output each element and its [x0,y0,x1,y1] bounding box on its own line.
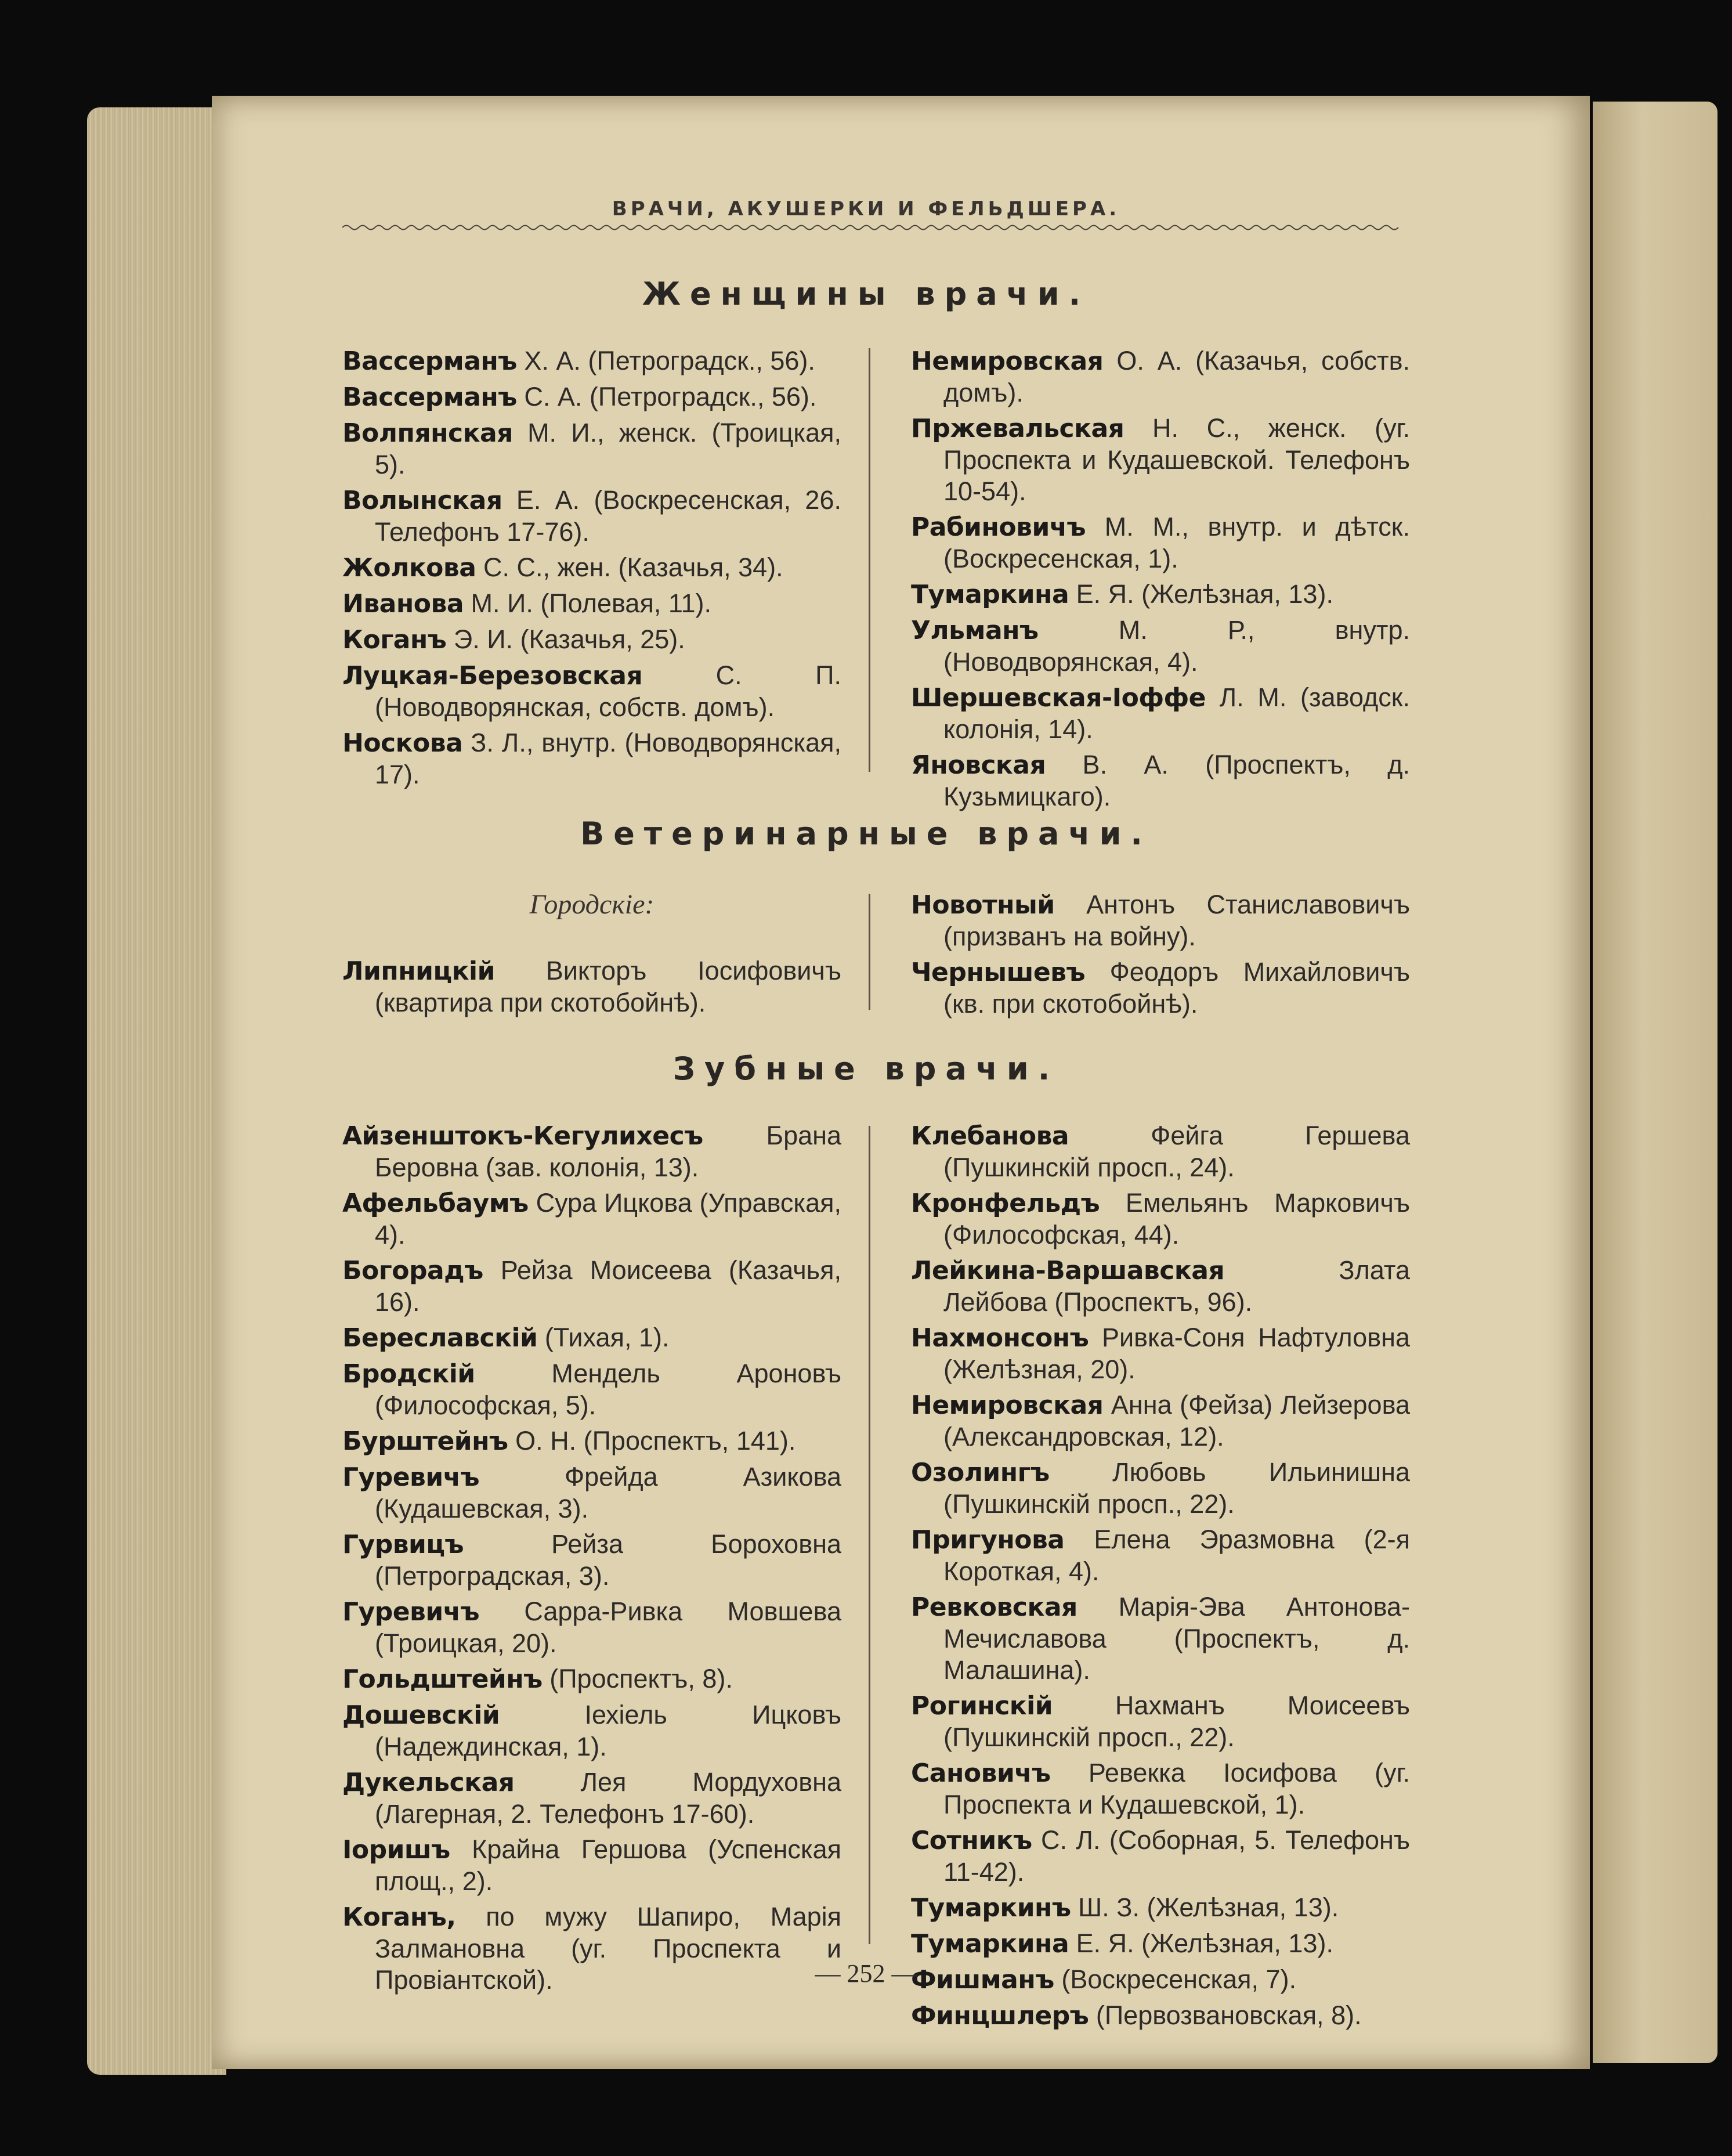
entry-details: Фрейда Азикова (Кудашевская, 3). [375,1462,841,1523]
entry-details: (Воскресенская, 7). [1054,1964,1297,1994]
veterinary-left-column [342,889,841,1023]
entry-details: С. А. (Петроградск., 56). [516,382,817,411]
entry-name: Луцкая-Березовская [342,661,643,691]
directory-entry [342,417,841,481]
entry-name: Коганъ [342,625,447,655]
entry-name: Волынская [342,486,502,515]
entry-details: Фейга Гершева (Пушкинскій просп., 24). [943,1121,1410,1182]
directory-entry [911,1187,1410,1251]
entry-details: Ш. З. (Желѣзная, 13). [1071,1893,1339,1922]
directory-entry [342,1663,841,1695]
directory-entry [911,615,1410,678]
entry-details: Рейза Бороховна (Петроградская, 3). [375,1529,841,1591]
entry-details: Любовь Ильинишна (Пушкинскій просп., 22). [943,1457,1410,1519]
entry-details: Викторъ Іосифовичъ (квартира при скотобойнѣ). [375,956,841,1017]
wavy-rule [342,223,1404,232]
entry-name: Яновская [911,750,1046,780]
entry-name: Кронфельдъ [911,1189,1100,1218]
entry-details: Емельянъ Марковичъ (Философская, 44). [943,1188,1410,1249]
directory-entry [911,1322,1410,1385]
entry-name: Береславскій [342,1323,538,1353]
entry-details: О. Н. (Проспектъ, 141). [508,1426,796,1456]
entry-details: М. М., внутр. и дѣтск. (Воскресенская, 1). [943,512,1410,573]
directory-entry [911,1757,1410,1821]
entry-name: Ульманъ [911,616,1039,645]
entry-name: Айзенштокъ-Кегулихесъ [342,1121,703,1151]
directory-entry [342,381,841,413]
entry-details: Э. И. (Казачья, 25). [446,624,685,654]
directory-entry [342,727,841,790]
entry-details: С. П. (Новодворянская, собств. домъ). [375,660,841,722]
entry-details: С. Л. (Соборная, 5. Телефонъ 11-42). [943,1825,1410,1887]
section-title-women-doctors: Женщины врачи. [642,276,1090,312]
directory-entry [342,345,841,377]
directory-entry [911,345,1410,409]
directory-entry [342,1699,841,1763]
entry-details: Х. А. (Петроградск., 56). [516,346,815,375]
dentists-left-column [342,1120,841,2000]
entry-name: Вассерманъ [342,346,517,376]
entry-name: Носкова [342,728,463,758]
entry-details: Злата Лейбова (Проспектъ, 96). [943,1255,1410,1317]
entry-name: Тумаркина [911,1929,1069,1959]
entry-name: Сотникъ [911,1826,1032,1855]
entry-details: З. Л., внутр. (Новодворянская, 17). [375,728,841,789]
column-divider [869,348,870,772]
entry-name: Рабиновичъ [911,512,1086,542]
entry-details: Брана Беровна (зав. колонія, 13). [375,1121,841,1182]
entry-details: С. С., жен. (Казачья, 34). [476,552,783,582]
veterinary-right-column [911,889,1410,1024]
women-doctors-right-column [911,345,1410,817]
entry-name: Рогинскій [911,1691,1053,1721]
directory-entry [911,749,1410,812]
directory-entry [911,1457,1410,1520]
directory-entry [342,660,841,723]
entry-name: Шершевская-Іоффе [911,683,1206,713]
directory-entry [342,955,841,1019]
directory-entry [342,1322,841,1354]
entry-details: Антонъ Станиславовичъ (призванъ на войну). [943,890,1410,951]
directory-entry [342,1461,841,1525]
directory-entry [911,956,1410,1020]
directory-entry [911,1892,1410,1924]
directory-entry [911,1690,1410,1753]
directory-entry [342,624,841,656]
directory-entry [911,579,1410,611]
directory-entry [911,1825,1410,1888]
entry-details: О. А. (Казачья, собств. домъ). [943,346,1410,407]
entry-details: Е. Я. (Желѣзная, 13). [1069,1929,1333,1958]
entry-name: Бурштейнъ [342,1427,508,1456]
entry-name: Богорадъ [342,1256,483,1285]
directory-entry [342,1596,841,1659]
directory-entry [342,1120,841,1183]
directory-entry [911,682,1410,745]
entry-name: Новотный [911,890,1055,920]
entry-details: Рейза Моисеева (Казачья, 16). [375,1255,841,1317]
directory-entry [342,552,841,584]
entry-name: Іоришъ [342,1835,450,1865]
entry-details: Сарра-Ривка Мовшева (Троицкая, 20). [375,1597,841,1658]
directory-entry [342,1767,841,1830]
directory-entry [342,1425,841,1457]
directory-entry [911,1120,1410,1183]
entry-name: Вассерманъ [342,382,517,412]
directory-entry [911,2000,1410,2032]
entry-details: Н. С., женск. (уг. Проспекта и Кудашевской. Телефонъ 10-54). [943,413,1410,506]
directory-entry [911,1255,1410,1318]
entry-name: Сановичъ [911,1758,1051,1788]
entry-details: М. И. (Полевая, 11). [464,588,712,618]
directory-entry [911,1524,1410,1587]
entry-name: Дошевскій [342,1700,500,1730]
directory-entry [911,413,1410,507]
entry-name: Чернышевъ [911,958,1086,987]
entry-details: Марія-Эва Антонова-Мечиславова (Проспектъ, д. Малашина). [943,1592,1410,1685]
entry-details: Іехіель Ицковъ (Надеждинская, 1). [375,1700,841,1761]
entry-details: (Тихая, 1). [537,1323,670,1352]
entry-details: Феодоръ Михайловичъ (кв. при скотобойнѣ). [943,957,1410,1019]
directory-entry [911,511,1410,575]
entry-details: (Проспектъ, 8). [542,1664,733,1693]
entry-name: Нахмонсонъ [911,1323,1089,1353]
entry-name: Гуревичъ [342,1597,480,1627]
entry-name: Тумаркинъ [911,1893,1071,1923]
entry-name: Пржевальская [911,414,1124,443]
entry-name: Фишманъ [911,1965,1054,1995]
entry-name: Пригунова [911,1525,1065,1555]
entry-name: Гольдштейнъ [342,1664,543,1694]
entry-details: Крайна Гершова (Успенская площ., 2). [375,1834,841,1896]
veterinary-subhead: Городскіе: [529,889,655,920]
entry-name: Афельбаумъ [342,1189,529,1218]
entry-name: Жолкова [342,553,476,583]
entry-name: Немировская [911,346,1104,376]
directory-entry [342,1834,841,1897]
entry-details: Елена Эразмовна (2-я Короткая, 4). [943,1525,1410,1586]
page-number: — 252 — [815,1959,917,1988]
column-divider [869,1126,870,1944]
entry-details: по мужу Шапиро, Марія Залмановна (уг. Проспекта и Провіантской). [375,1902,841,1995]
directory-entry [342,1187,841,1251]
entry-details: М. Р., внутр. (Новодворянская, 4). [943,615,1410,677]
entry-details: Лея Мордуховна (Лагерная, 2. Телефонъ 17-60). [375,1767,841,1829]
section-title-veterinary-doctors: Ветеринарные врачи. [580,815,1152,852]
entry-name: Дукельская [342,1768,515,1797]
directory-entry [342,588,841,620]
directory-entry [342,1529,841,1592]
entry-name: Липницкій [342,956,495,986]
directory-entry [911,1928,1410,1960]
entry-name: Гуревичъ [342,1462,480,1492]
entry-name: Немировская [911,1391,1104,1420]
entry-name: Волпянская [342,418,513,448]
directory-entry [911,1591,1410,1686]
entry-name: Коганъ, [342,1902,456,1932]
entry-name: Озолингъ [911,1458,1050,1487]
entry-name: Лейкина-Варшавская [911,1256,1225,1285]
directory-entry [342,1255,841,1318]
entry-details: Анна (Фейза) Лейзерова (Александровская, 12). [943,1390,1410,1451]
dentists-right-column [911,1120,1410,2036]
section-title-dentists: Зубные врачи. [672,1050,1060,1087]
entry-name: Тумаркина [911,580,1069,609]
entry-details: Мендель Ароновъ (Философская, 5). [375,1359,841,1420]
veterinary-left-list [342,955,841,1019]
directory-entry [911,1389,1410,1453]
entry-name: Ревковская [911,1592,1077,1622]
entry-details: Е. А. (Воскресенская, 26. Телефонъ 17-76). [375,485,841,547]
directory-entry [342,1358,841,1421]
entry-name: Гурвицъ [342,1530,464,1559]
entry-name: Бродскій [342,1359,475,1389]
directory-entry [911,889,1410,952]
book-page-edges [87,107,226,2075]
entry-details: Сура Ицкова (Управская, 4). [375,1188,841,1249]
column-divider [869,894,870,1010]
entry-details: В. А. (Проспектъ, д. Кузьмицкаго). [943,750,1410,811]
entry-details: Нахманъ Моисеевъ (Пушкинскій просп., 22). [943,1691,1410,1752]
women-doctors-left-column [342,345,841,794]
entry-details: (Первозвановская, 8). [1089,2000,1362,2030]
entry-details: Л. М. (заводск. колонія, 14). [943,682,1410,744]
entry-name: Иванова [342,589,464,619]
entry-name: Клебанова [911,1121,1069,1151]
entry-details: Е. Я. (Желѣзная, 13). [1069,579,1333,609]
running-head: ВРАЧИ, АКУШЕРКИ И ФЕЛЬДШЕРА. [612,197,1120,221]
directory-entry [342,485,841,548]
entry-details: Ривка-Соня Нафтуловна (Желѣзная, 20). [943,1323,1410,1384]
entry-details: М. И., женск. (Троицкая, 5). [375,418,841,479]
entry-name: Финцшлеръ [911,2001,1089,2031]
entry-details: Ревекка Іосифова (уг. Проспекта и Кудашевской, 1). [943,1758,1410,1819]
